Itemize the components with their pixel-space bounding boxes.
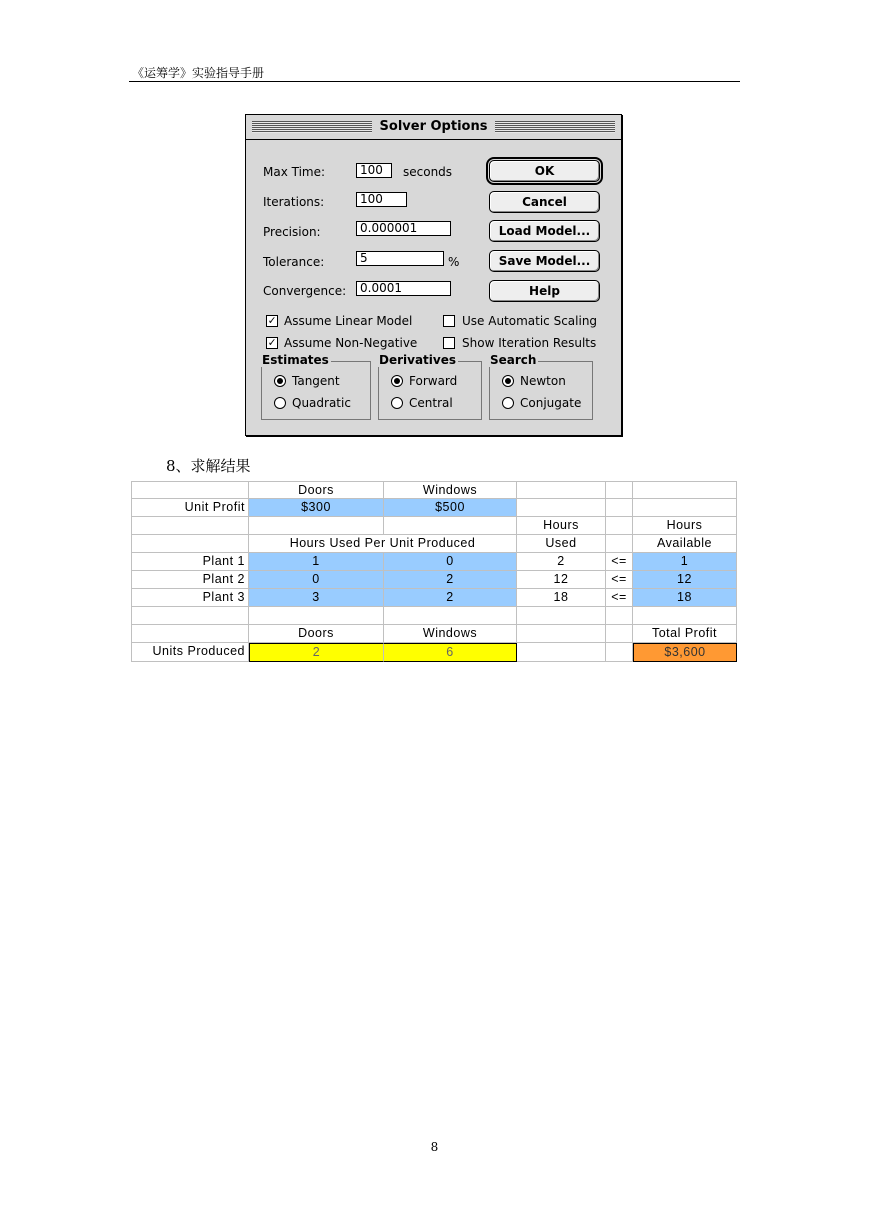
cell-blank[interactable]: [606, 481, 633, 499]
dialog-titlebar[interactable]: [246, 115, 621, 140]
forward-radio[interactable]: [391, 375, 403, 387]
iterations-input[interactable]: 100: [356, 192, 407, 207]
estimates-group: [261, 353, 371, 420]
cell-blank[interactable]: [517, 643, 606, 662]
total-profit-value[interactable]: $3,600: [633, 643, 737, 662]
plant-windows-hours[interactable]: 2: [384, 589, 517, 607]
total-profit-header[interactable]: Total Profit: [633, 625, 737, 643]
automatic-scaling-checkbox[interactable]: [443, 315, 455, 327]
cell-blank[interactable]: [249, 517, 384, 535]
unit-profit-label[interactable]: Unit Profit: [131, 499, 249, 517]
plant-hours-available[interactable]: 12: [633, 571, 737, 589]
page-number: 8: [430, 1140, 439, 1154]
cell-blank[interactable]: [633, 481, 737, 499]
units-produced-label[interactable]: Units Produced: [131, 643, 249, 662]
forward-label: Forward: [409, 374, 458, 388]
units-produced-doors[interactable]: 2: [249, 643, 384, 662]
cell-blank[interactable]: [633, 607, 737, 625]
plant-constraint-op[interactable]: <=: [606, 553, 633, 571]
plant-doors-hours[interactable]: 1: [249, 553, 384, 571]
cell-blank[interactable]: [249, 607, 384, 625]
cancel-button[interactable]: Cancel: [489, 191, 600, 213]
plant-constraint-op[interactable]: <=: [606, 589, 633, 607]
automatic-scaling-label: Use Automatic Scaling: [462, 314, 598, 328]
doors-header[interactable]: Doors: [249, 481, 384, 499]
cell-blank[interactable]: [131, 607, 249, 625]
unit-profit-doors[interactable]: $300: [249, 499, 384, 517]
max-time-unit: seconds: [403, 165, 453, 179]
cell-blank[interactable]: [517, 625, 606, 643]
cell-blank[interactable]: [131, 625, 249, 643]
quadratic-label: Quadratic: [292, 396, 351, 410]
cell-blank[interactable]: [606, 499, 633, 517]
unit-profit-windows[interactable]: $500: [384, 499, 517, 517]
plant-hours-used[interactable]: 18: [517, 589, 606, 607]
tangent-label: Tangent: [292, 374, 340, 388]
plant-hours-available[interactable]: 1: [633, 553, 737, 571]
assume-linear-label: Assume Linear Model: [284, 314, 413, 328]
derivatives-title: Derivatives: [379, 353, 457, 367]
save-model-button[interactable]: Save Model...: [489, 250, 600, 272]
units-doors-header[interactable]: Doors: [249, 625, 384, 643]
hours-available-header-top[interactable]: Hours: [633, 517, 737, 535]
windows-header[interactable]: Windows: [384, 481, 517, 499]
derivatives-group: [378, 353, 482, 420]
plant-name[interactable]: Plant 3: [131, 589, 249, 607]
cell-blank[interactable]: [384, 517, 517, 535]
conjugate-label: Conjugate: [520, 396, 582, 410]
plant-hours-used[interactable]: 12: [517, 571, 606, 589]
plant-name[interactable]: Plant 2: [131, 571, 249, 589]
units-produced-windows[interactable]: 6: [384, 643, 517, 662]
section-heading: 8、求解结果: [166, 457, 251, 475]
assume-non-negative-checkbox[interactable]: ✓: [266, 337, 278, 349]
hours-used-header-top[interactable]: Hours: [517, 517, 606, 535]
plant-name[interactable]: Plant 1: [131, 553, 249, 571]
cell-blank[interactable]: [517, 481, 606, 499]
precision-input[interactable]: 0.000001: [356, 221, 451, 236]
search-title: Search: [490, 353, 537, 367]
central-label: Central: [409, 396, 453, 410]
solver-options-dialog: [245, 114, 622, 436]
plant-doors-hours[interactable]: 0: [249, 571, 384, 589]
plant-windows-hours[interactable]: 2: [384, 571, 517, 589]
header-rule: [129, 81, 740, 82]
cell-blank[interactable]: [606, 535, 633, 553]
conjugate-radio[interactable]: [502, 397, 514, 409]
cell-blank[interactable]: [606, 607, 633, 625]
cell-blank[interactable]: [606, 643, 633, 662]
show-iteration-results-label: Show Iteration Results: [462, 336, 597, 350]
plant-windows-hours[interactable]: 0: [384, 553, 517, 571]
assume-non-negative-label: Assume Non-Negative: [284, 336, 418, 350]
dialog-title: Solver Options: [246, 119, 621, 134]
available-header[interactable]: Available: [633, 535, 737, 553]
cell-blank[interactable]: [131, 535, 249, 553]
tolerance-label: Tolerance:: [263, 255, 325, 269]
ok-button[interactable]: OK: [489, 160, 600, 182]
newton-label: Newton: [520, 374, 566, 388]
results-spreadsheet: [131, 481, 737, 663]
convergence-input[interactable]: 0.0001: [356, 281, 451, 296]
plant-hours-available[interactable]: 18: [633, 589, 737, 607]
units-windows-header[interactable]: Windows: [384, 625, 517, 643]
central-radio[interactable]: [391, 397, 403, 409]
tangent-radio[interactable]: [274, 375, 286, 387]
assume-linear-checkbox[interactable]: ✓: [266, 315, 278, 327]
plant-constraint-op[interactable]: <=: [606, 571, 633, 589]
convergence-label: Convergence:: [263, 284, 347, 298]
show-iteration-results-checkbox[interactable]: [443, 337, 455, 349]
load-model-button[interactable]: Load Model...: [489, 220, 600, 242]
used-header[interactable]: Used: [517, 535, 606, 553]
quadratic-radio[interactable]: [274, 397, 286, 409]
max-time-label: Max Time:: [263, 165, 326, 179]
cell-blank[interactable]: [606, 517, 633, 535]
plant-doors-hours[interactable]: 3: [249, 589, 384, 607]
cell-blank[interactable]: [384, 607, 517, 625]
tolerance-unit: %: [448, 255, 460, 269]
cell-blank[interactable]: [517, 499, 606, 517]
cell-blank[interactable]: [606, 625, 633, 643]
running-header: 《运筹学》实验指导手册: [132, 66, 265, 80]
newton-radio[interactable]: [502, 375, 514, 387]
plant-hours-used[interactable]: 2: [517, 553, 606, 571]
cell-blank[interactable]: [131, 481, 249, 499]
cell-blank[interactable]: [517, 607, 606, 625]
tolerance-input[interactable]: 5: [356, 251, 444, 266]
hours-used-per-unit-header[interactable]: Hours Used Per Unit Produced: [249, 535, 517, 553]
cell-blank[interactable]: [633, 499, 737, 517]
estimates-title: Estimates: [262, 353, 329, 367]
help-button[interactable]: Help: [489, 280, 600, 302]
cell-blank[interactable]: [131, 517, 249, 535]
max-time-input[interactable]: 100: [356, 163, 392, 178]
iterations-label: Iterations:: [263, 195, 325, 209]
search-group: [489, 353, 593, 420]
precision-label: Precision:: [263, 225, 321, 239]
